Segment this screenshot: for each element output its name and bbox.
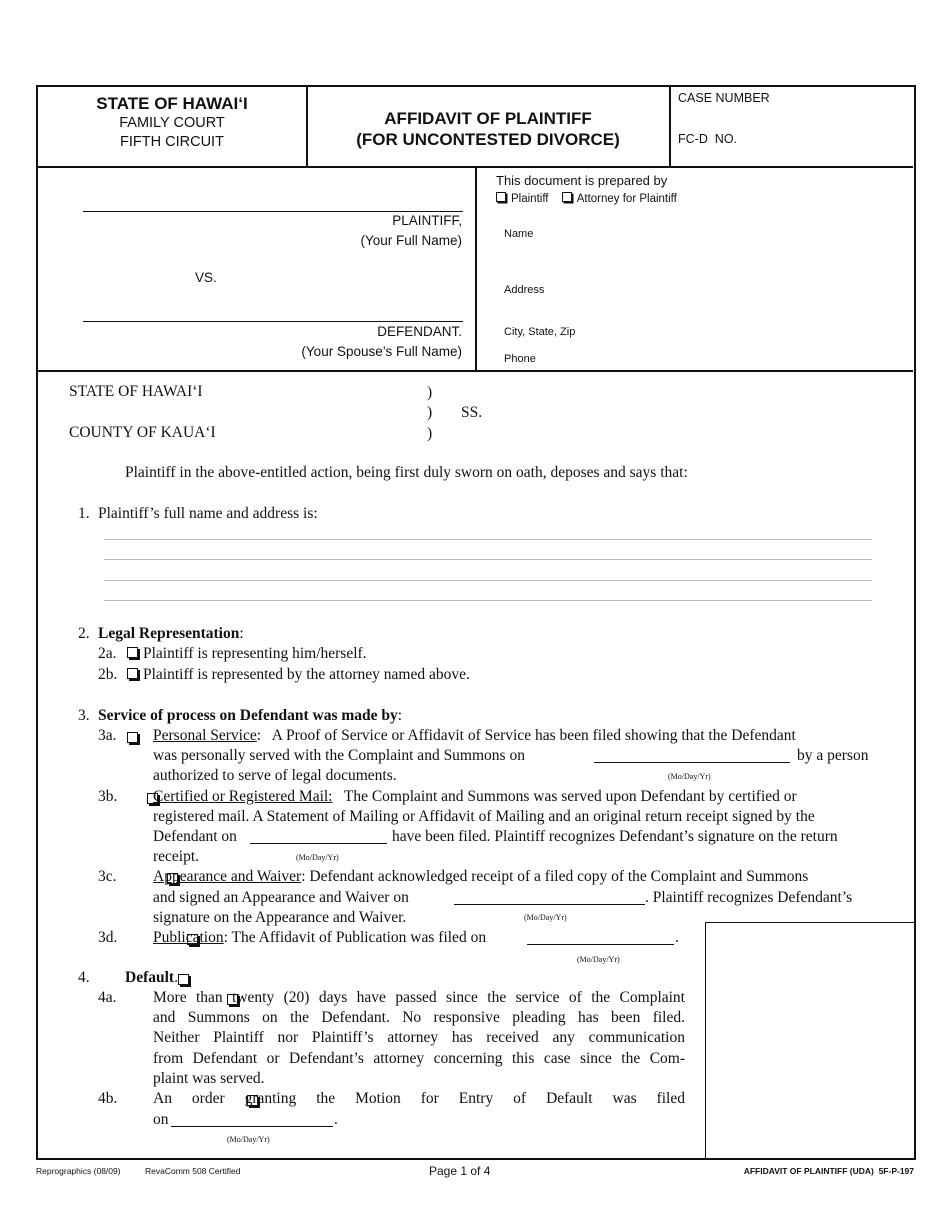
item-2-colon: : — [239, 625, 244, 642]
item-3-colon: : — [397, 707, 403, 724]
item-2a-checkbox[interactable] — [127, 647, 138, 658]
item-4-dot: . — [174, 969, 178, 986]
title-line-1: AFFIDAVIT OF PLAINTIFF — [384, 109, 592, 128]
item-3c-text-2b: . Plaintiff recognizes Defendant’s — [645, 889, 853, 906]
item-3b-text-1: The Complaint and Summons was served upon Defendant by certified or — [332, 788, 797, 805]
item-2a-text: Plaintiff is representing him/herself. — [143, 645, 367, 662]
defendant-name-line — [83, 321, 463, 322]
parties-bottom-rule — [37, 370, 913, 372]
attorney-checkbox[interactable] — [562, 192, 572, 202]
item-3c-line-1 — [153, 867, 808, 887]
item-3d-text-1: : The Affidavit of Publication was filed on — [223, 929, 487, 946]
item-3c-date-hint: (Mo/Day/Yr) — [524, 913, 567, 922]
item-3b-title: Certified or Registered Mail: — [153, 788, 333, 805]
item-2a-number: 2a. — [98, 645, 117, 662]
item-4-heading — [125, 968, 178, 988]
venue-paren-3: ) — [427, 425, 433, 442]
name-label: Name — [504, 228, 534, 240]
circuit-name: FIFTH CIRCUIT — [120, 134, 224, 150]
plaintiff-hint: (Your Full Name) — [360, 233, 462, 248]
prepared-by-options — [496, 192, 677, 205]
footer-revacomm: RevaComm 508 Certified — [145, 1166, 241, 1176]
title-line-2: (FOR UNCONTESTED DIVORCE) — [356, 130, 620, 149]
item-3a-date-field[interactable] — [594, 762, 790, 763]
item-3a-checkbox[interactable] — [127, 732, 138, 743]
item-4a-line-4: from Defendant or Defendant’s attorney concerning this case since the Com- — [153, 1049, 685, 1067]
state-title: STATE OF HAWAI‘I — [96, 94, 248, 113]
phone-label: Phone — [504, 353, 536, 365]
plaintiff-name-line — [83, 211, 463, 212]
item-3c-text-2a: and signed an Appearance and Waiver on — [153, 889, 409, 906]
item-3b-date-hint: (Mo/Day/Yr) — [296, 853, 339, 862]
footer-reprographics: Reprographics (08/09) — [36, 1166, 121, 1176]
address-label: Address — [504, 284, 545, 296]
item-3-heading — [98, 706, 402, 726]
item-3a-title: Personal Service — [153, 727, 257, 744]
item-4a-line-2: and Summons on the Defendant. No responsive pleading has been filed. — [153, 1009, 685, 1027]
court-use-box — [705, 922, 914, 1158]
venue-paren-2: ) — [427, 404, 433, 421]
item-1-number: 1. — [78, 505, 90, 522]
item-3a-line-1 — [153, 726, 880, 746]
versus-label: VS. — [195, 270, 217, 285]
item-3-title: Service of process on Defendant was made by — [98, 707, 398, 724]
item-2a — [127, 644, 367, 664]
item-2-number: 2. — [78, 625, 90, 642]
item-2b-checkbox[interactable] — [127, 668, 138, 679]
venue-ss: SS. — [461, 404, 483, 421]
document-title — [307, 108, 669, 150]
item-4a-line-5: plaint was served. — [153, 1069, 265, 1087]
item-4a-line-1: More than twenty (20) days have passed since the service of the Complaint — [153, 989, 685, 1006]
item-3a-text-2b: by a person — [797, 747, 869, 764]
address-entry-line-3[interactable] — [104, 580, 872, 581]
page-number: Page 1 of 4 — [429, 1164, 491, 1178]
case-number-label: CASE NUMBER — [678, 91, 770, 105]
fcd-number-label: FC-D NO. — [678, 132, 738, 146]
item-3c-date-field[interactable] — [454, 904, 645, 905]
court-name: FAMILY COURT — [119, 115, 225, 131]
item-4b-on: on — [153, 1111, 169, 1128]
item-4-number: 4. — [78, 969, 90, 986]
plaintiff-option-label: Plaintiff — [511, 193, 549, 205]
item-3a-text-3: authorized to serve of legal documents. — [153, 767, 397, 784]
item-3c-text-3: signature on the Appearance and Waiver. — [153, 909, 407, 926]
item-3c-title: Appearance and Waiver — [153, 868, 302, 885]
item-2b-number: 2b. — [98, 666, 118, 683]
item-3d-number: 3d. — [98, 929, 118, 946]
item-4a-line-3: Neither Plaintiff nor Plaintiff’s attorney has received any communication — [153, 1029, 685, 1047]
item-3b-line-1 — [153, 787, 797, 807]
item-3b-date-field[interactable] — [250, 843, 387, 844]
item-4b-number: 4b. — [98, 1090, 118, 1107]
prepared-by-heading: This document is prepared by — [496, 173, 668, 188]
item-2-heading — [98, 624, 244, 644]
item-3d-date-field[interactable] — [527, 944, 674, 945]
attorney-option-label: Attorney for Plaintiff — [576, 193, 677, 205]
venue-paren-1: ) — [427, 384, 433, 401]
item-3b-text-4: receipt. — [153, 848, 200, 865]
address-entry-line-2[interactable] — [104, 559, 872, 560]
item-4b-end: . — [334, 1111, 338, 1128]
item-3d-line-1 — [153, 928, 486, 948]
item-3b-text-3a: Defendant on — [153, 828, 237, 845]
item-2-title: Legal Representation — [98, 625, 240, 642]
item-4a-text — [153, 988, 685, 1089]
item-4-checkbox[interactable] — [178, 974, 189, 985]
item-4b-line-1: An order granting the Motion for Entry of Default was filed — [153, 1090, 685, 1107]
item-3a-number: 3a. — [98, 727, 117, 744]
venue-county: COUNTY OF KAUA‘I — [69, 424, 216, 441]
header-divider-right — [669, 86, 671, 167]
item-3d-title: Publication — [153, 929, 224, 946]
item-2b — [127, 665, 470, 685]
court-block — [37, 94, 307, 152]
item-3c-number: 3c. — [98, 868, 117, 885]
defendant-hint: (Your Spouse’s Full Name) — [301, 344, 462, 359]
address-entry-line-4[interactable] — [104, 600, 872, 601]
item-3a-text-2a: was personally served with the Complaint and Summons on — [153, 747, 525, 764]
defendant-label: DEFENDANT. — [377, 324, 462, 339]
item-3c-text-1: : Defendant acknowledged receipt of a filed copy of the Complaint and Summons — [301, 868, 809, 885]
item-2b-text: Plaintiff is represented by the attorney named above. — [143, 666, 470, 683]
venue-state: STATE OF HAWAI‘I — [69, 383, 203, 400]
item-4b-date-hint: (Mo/Day/Yr) — [227, 1135, 270, 1144]
item-4a-number: 4a. — [98, 989, 117, 1006]
item-1-text: Plaintiff’s full name and address is: — [98, 505, 318, 522]
city-label: City, State, Zip — [504, 326, 576, 338]
item-4-title: Default — [125, 969, 175, 986]
item-3a-text-1: : A Proof of Service or Affidavit of Service has been filed showing that the Defendant — [256, 727, 796, 744]
address-entry-line-1[interactable] — [104, 539, 872, 540]
item-4b-date-field[interactable] — [171, 1126, 333, 1127]
item-3b-number: 3b. — [98, 788, 118, 805]
item-3b-text-3b: have been filed. Plaintiff recognizes Defendant’s signature on the return — [392, 828, 838, 845]
intro-statement: Plaintiff in the above-entitled action, being first duly sworn on oath, deposes and says that: — [125, 464, 688, 481]
plaintiff-label: PLAINTIFF, — [392, 213, 462, 228]
item-3d-end: . — [675, 929, 679, 946]
parties-divider — [475, 167, 477, 371]
item-3d-date-hint: (Mo/Day/Yr) — [577, 955, 620, 964]
plaintiff-checkbox[interactable] — [496, 192, 506, 202]
item-3a-date-hint: (Mo/Day/Yr) — [668, 772, 711, 781]
item-3-number: 3. — [78, 707, 90, 724]
item-3b-text-2: registered mail. A Statement of Mailing or Affidavit of Mailing and an original return receipt signed by the — [153, 808, 815, 825]
form-identifier: AFFIDAVIT OF PLAINTIFF (UDA) 5F-P-197 — [743, 1166, 914, 1176]
